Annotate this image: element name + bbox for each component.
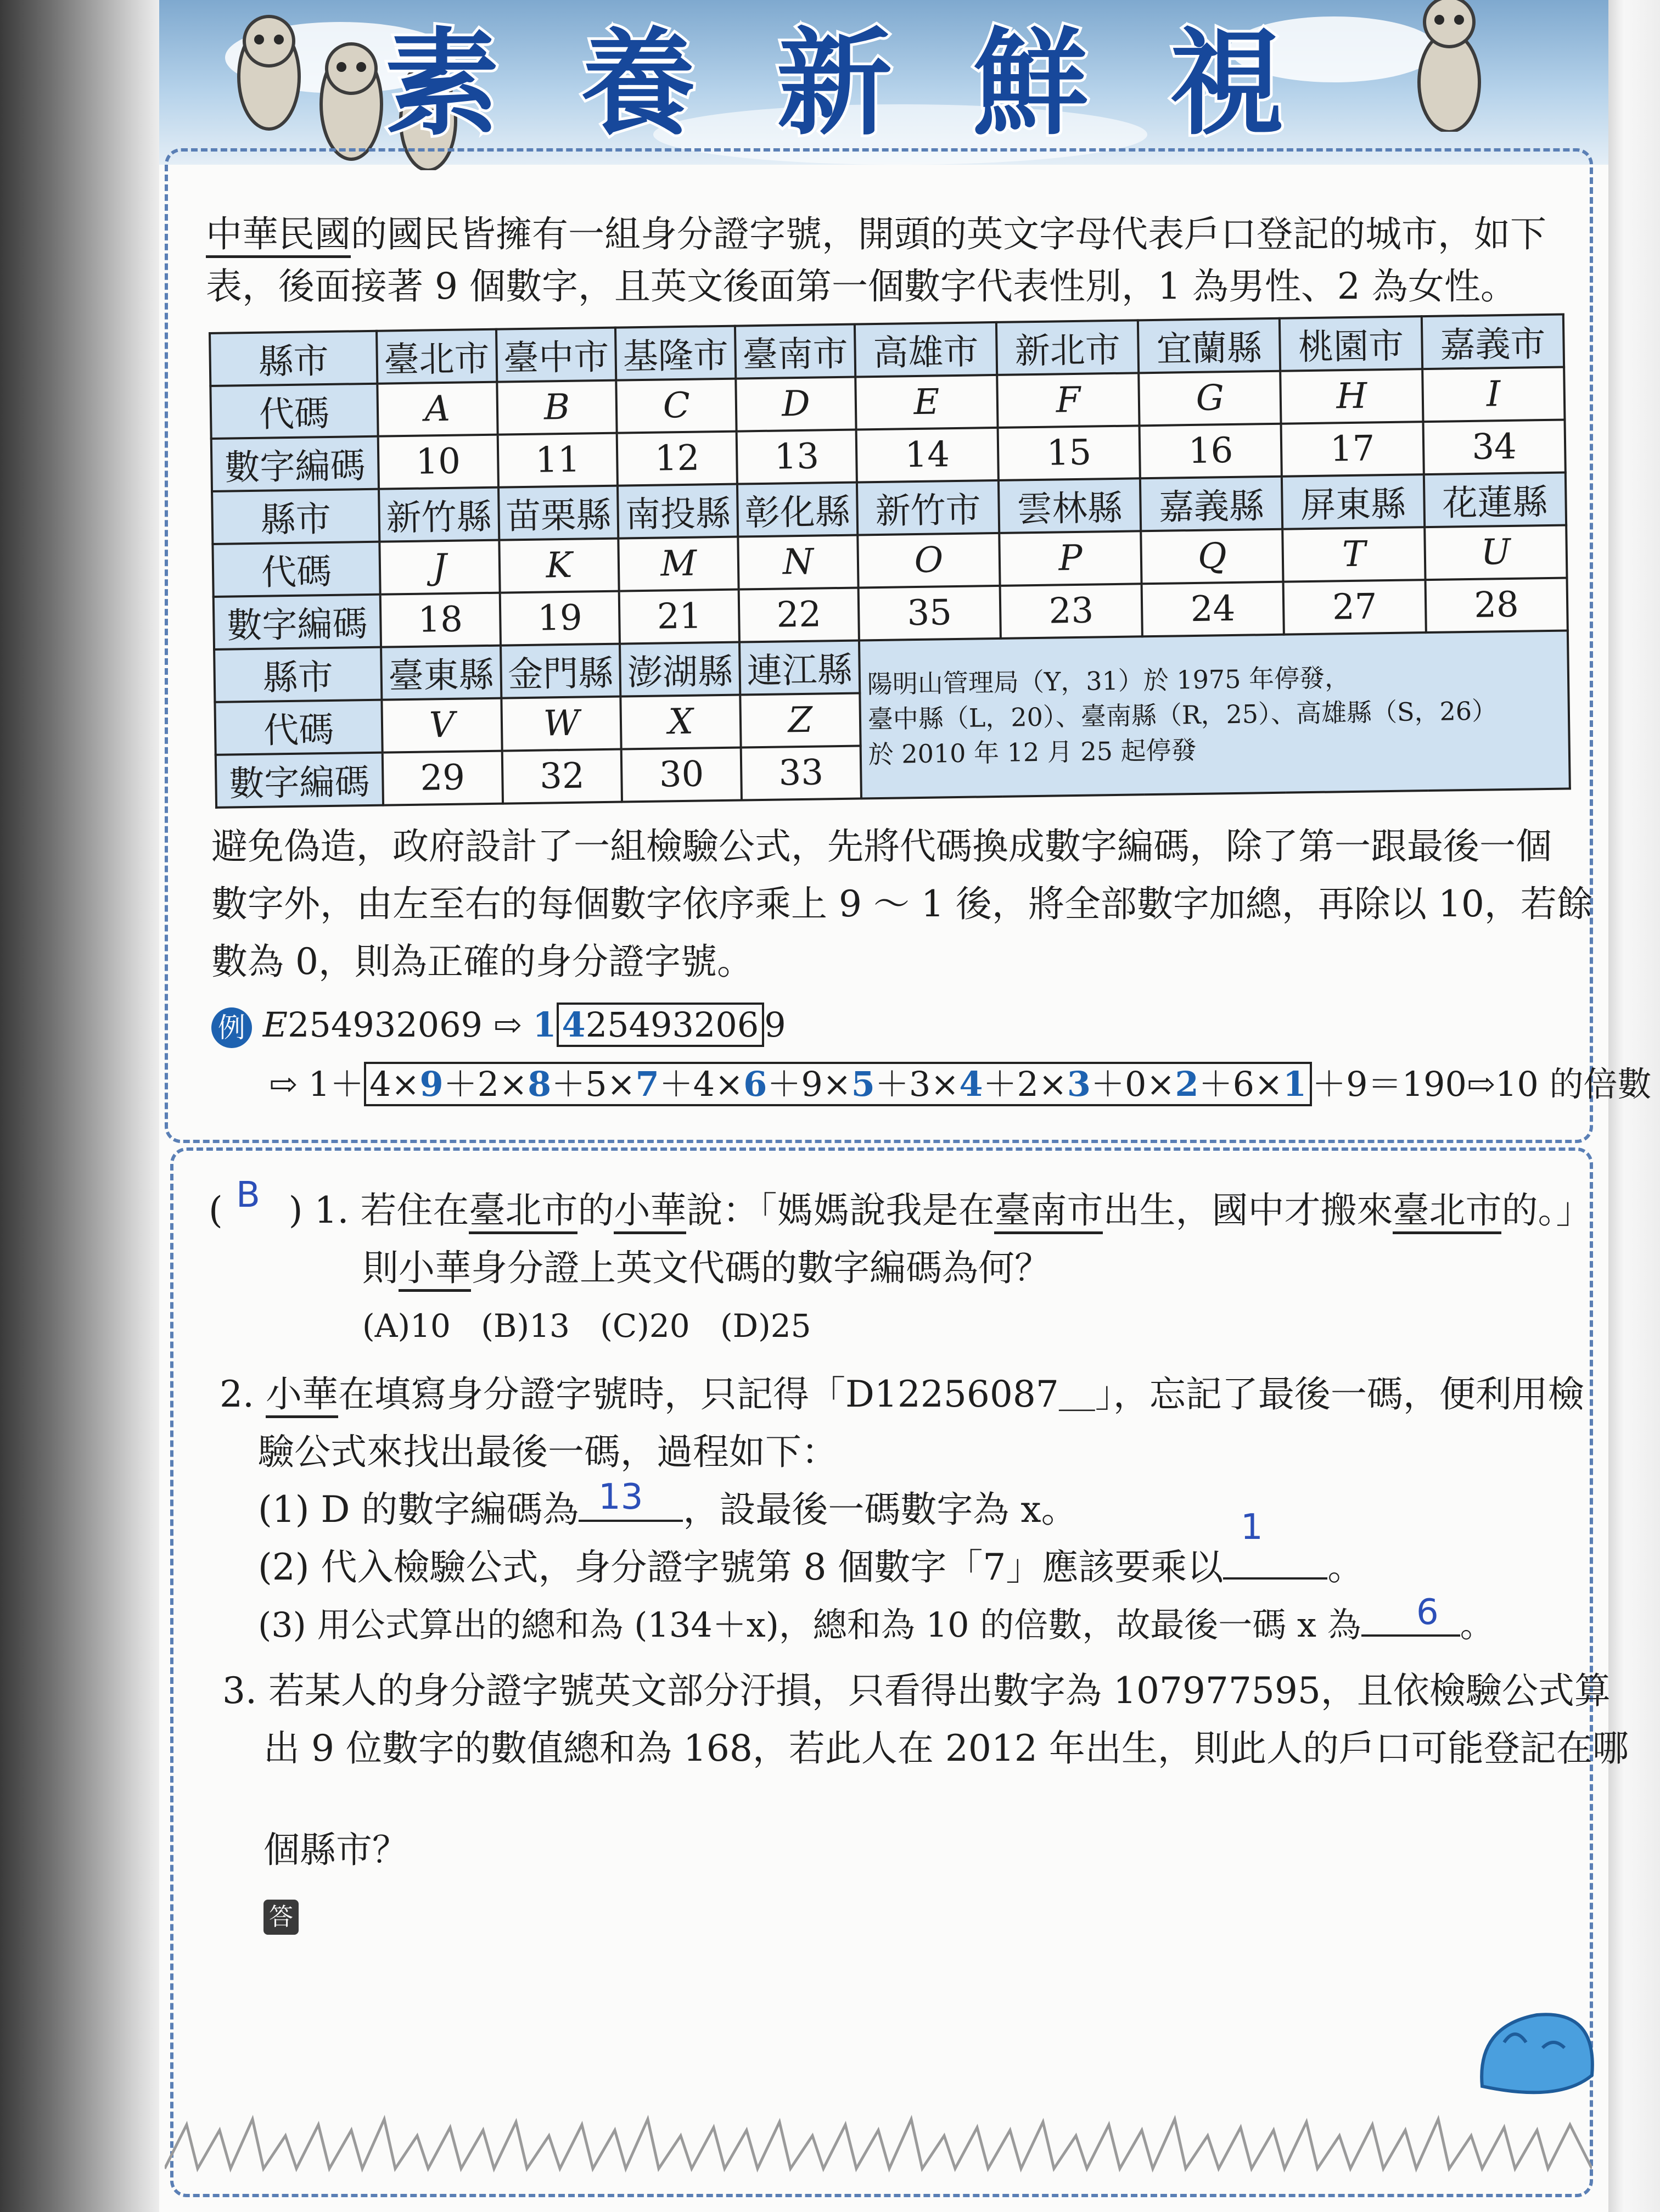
converted-last: 9 <box>764 1005 786 1045</box>
term-weight: 2 <box>1175 1064 1199 1104</box>
code-cell: D <box>736 377 856 432</box>
code-cell: X <box>621 695 741 749</box>
intro-text: 的國民皆擁有一組身分證字號，開頭的英文字母代表戶口登記的城市，如下 <box>351 213 1546 255</box>
number-cell: 28 <box>1425 578 1568 632</box>
code-cell: I <box>1422 367 1565 422</box>
times-sign: × <box>1146 1064 1175 1104</box>
term-weight: 5 <box>851 1064 875 1104</box>
number-cell: 10 <box>378 435 498 489</box>
number-cell: 21 <box>619 590 739 644</box>
plus-sign: ＋ <box>551 1064 586 1104</box>
option-c[interactable]: (C)20 <box>600 1307 690 1345</box>
underlined-term: 臺南市 <box>994 1189 1103 1234</box>
city-cell: 高雄市 <box>855 322 997 377</box>
boxed-tail: 6 <box>737 1005 759 1045</box>
plus-sign: ＋ <box>983 1064 1017 1104</box>
city-cell: 苗栗縣 <box>498 486 619 540</box>
code-cell: P <box>999 531 1142 586</box>
city-cell: 彰化縣 <box>737 483 857 537</box>
number-cell: 27 <box>1283 580 1426 635</box>
code-cell: U <box>1425 525 1567 580</box>
boxed-lead: 4 <box>562 1005 586 1045</box>
times-sign: × <box>499 1064 528 1104</box>
times-sign: × <box>822 1064 851 1104</box>
row-header: 縣市 <box>214 647 382 702</box>
q1-text: 說：「媽媽說我是在 <box>686 1189 995 1231</box>
sum-suffix: ＋9＝190⇨10 的倍數 <box>1312 1064 1652 1104</box>
q1-text: 身分證上英文代碼的數字編碼為何？ <box>471 1247 1051 1289</box>
city-cell: 金門縣 <box>501 644 621 698</box>
underlined-term: 小華 <box>399 1247 471 1292</box>
example-id-digits: 254932069 <box>287 1005 483 1045</box>
code-cell: B <box>497 380 617 435</box>
row-header: 代碼 <box>212 542 380 597</box>
city-cell: 澎湖縣 <box>620 642 740 697</box>
title-char: 素 <box>384 16 506 151</box>
plus-sign: ＋ <box>659 1064 693 1104</box>
q1-text: 出生，國中才搬來 <box>1103 1189 1393 1231</box>
times-sign: × <box>715 1064 744 1104</box>
question-number: 2. <box>220 1373 254 1415</box>
number-cell: 23 <box>1000 584 1143 639</box>
q3-line-2: 出 9 位數字的數值總和為 168，若此人在 2012 年出生，則此人的戶口可能登記在哪 <box>263 1727 1629 1769</box>
q3-line-1 <box>222 1664 1611 1718</box>
answer-paren: ( <box>209 1189 223 1231</box>
q2-text: 。 <box>1460 1605 1494 1645</box>
plus-sign: ＋ <box>767 1064 801 1104</box>
q2-line-1 <box>220 1367 1584 1422</box>
number-cell: 15 <box>998 425 1141 480</box>
q2-text: (2) 代入檢驗公式，身分證字號第 8 個數字「7」應該要乘以 <box>258 1546 1224 1588</box>
code-cell: O <box>857 533 1000 588</box>
example-line-2 <box>269 1057 1652 1106</box>
number-cell: 29 <box>383 751 503 805</box>
plus-sign: ＋ <box>874 1064 909 1104</box>
arrow-icon: ⇨ <box>493 1005 522 1045</box>
term-digit: 0 <box>1125 1064 1147 1104</box>
number-cell: 33 <box>741 746 861 800</box>
plus-sign: ＋ <box>443 1064 478 1104</box>
term-digit: 5 <box>585 1064 607 1104</box>
q2-step-2 <box>258 1540 1364 1595</box>
city-cell: 宜蘭縣 <box>1138 318 1281 373</box>
city-cell: 桃園市 <box>1280 316 1422 371</box>
term-weight: 3 <box>1067 1064 1091 1104</box>
note-line: 於 2010 年 12 月 25 起停發 <box>868 735 1197 770</box>
handwritten-answer: B <box>236 1175 260 1216</box>
q1-line-2 <box>362 1241 1051 1296</box>
city-cell: 臺中市 <box>496 328 616 382</box>
number-cell: 12 <box>617 432 737 486</box>
term-weight: 9 <box>419 1064 444 1104</box>
city-cell: 新竹縣 <box>379 488 499 542</box>
formula-line-1: 避免偽造，政府設計了一組檢驗公式，先將代碼換成數字編碼，除了第一跟最後一個 <box>211 825 1552 867</box>
term-weight: 7 <box>635 1064 659 1104</box>
number-cell: 24 <box>1142 582 1285 637</box>
plus-sign: ＋ <box>1091 1064 1125 1104</box>
city-cell: 屏東縣 <box>1282 474 1425 529</box>
underlined-term: 小華 <box>266 1373 338 1418</box>
handwritten-answer: 13 <box>598 1477 643 1517</box>
underlined-term: 臺北市 <box>1393 1189 1501 1234</box>
number-cell: 34 <box>1423 420 1566 475</box>
example-line-1 <box>211 1005 786 1048</box>
formula-line-3: 數為 0，則為正確的身分證字號。 <box>211 940 753 983</box>
city-cell: 嘉義縣 <box>1140 477 1283 531</box>
converted-first: 1 <box>532 1005 557 1045</box>
code-cell: G <box>1139 371 1281 426</box>
code-cell: C <box>616 379 737 433</box>
term-digit: 2 <box>477 1064 500 1104</box>
answer-paren: ) <box>288 1189 303 1231</box>
answer-badge-icon: 答 <box>263 1900 299 1935</box>
code-cell: T <box>1283 527 1426 582</box>
city-cell: 雲林縣 <box>999 478 1141 533</box>
code-cell: H <box>1281 369 1423 424</box>
term-digit: 2 <box>1017 1064 1039 1104</box>
q2-line-2: 驗公式來找出最後一碼，過程如下： <box>258 1431 838 1473</box>
term-digit: 9 <box>801 1064 823 1104</box>
q1-options <box>362 1298 811 1353</box>
sum-prefix: ⇨ 1＋ <box>269 1064 364 1104</box>
times-sign: × <box>607 1064 636 1104</box>
number-cell: 14 <box>856 428 999 483</box>
question-number: 1. <box>314 1189 349 1231</box>
grass-decoration <box>165 2075 1592 2174</box>
number-cell: 32 <box>502 749 622 804</box>
handwritten-answer: 1 <box>1241 1507 1263 1548</box>
code-cell: K <box>499 539 619 593</box>
term-digit: 4 <box>369 1064 391 1104</box>
number-cell: 22 <box>739 588 859 642</box>
boxed-rest: 2549320 <box>585 1005 737 1045</box>
times-sign: × <box>391 1064 420 1104</box>
q1-text: 的 <box>577 1189 614 1231</box>
city-cell: 臺南市 <box>735 324 855 379</box>
city-cell: 新竹市 <box>857 480 1000 535</box>
code-cell: J <box>379 540 500 595</box>
intro-line-2: 表，後面接著 9 個數字，且英文後面第一個數字代表性別，1 為男性、2 為女性。 <box>206 265 1517 307</box>
meerkat-mascot-icon <box>1394 0 1504 132</box>
formula-line-2: 數字外，由左至右的每個數字依序乘上 9 ～ 1 後，將全部數字加總，再除以 10，若餘 <box>211 883 1593 925</box>
code-cell: E <box>855 375 998 430</box>
times-sign: × <box>1254 1064 1283 1104</box>
book-gutter-shadow <box>0 0 165 2212</box>
city-cell: 新北市 <box>996 320 1139 375</box>
weighted-terms <box>364 1062 1312 1106</box>
term-digit: 4 <box>693 1064 715 1104</box>
q2-text: 。 <box>1327 1546 1364 1588</box>
q1-line-1 <box>209 1183 1592 1238</box>
answer-blank[interactable] <box>1223 1544 1327 1580</box>
row-header: 代碼 <box>210 384 378 439</box>
underlined-term: 中華民國 <box>206 213 351 258</box>
number-cell: 16 <box>1140 424 1282 479</box>
q2-step-1 <box>258 1482 1078 1537</box>
term-weight: 4 <box>959 1064 983 1104</box>
code-cell: W <box>501 697 621 751</box>
option-a[interactable]: (A)10 <box>362 1307 451 1345</box>
term-digit: 6 <box>1232 1064 1255 1104</box>
underlined-term: 臺北市 <box>469 1189 577 1234</box>
converted-boxed-digits <box>557 1003 765 1047</box>
example-id-letter: E <box>262 1005 288 1045</box>
row-header: 縣市 <box>210 331 377 386</box>
q3-line-3: 個縣市？ <box>263 1829 408 1871</box>
term-weight: 1 <box>1283 1064 1307 1104</box>
term-digit: 3 <box>908 1064 931 1104</box>
q2-text: ，設最後一碼數字為 x。 <box>683 1488 1078 1531</box>
city-cell: 基隆市 <box>615 326 736 380</box>
q1-text: 的。」 <box>1501 1189 1592 1231</box>
q2-text: 在填寫身分證字號時，只記得「D12256087＿」，忘記了最後一碼，便利用檢 <box>338 1373 1584 1415</box>
number-cell: 18 <box>380 593 501 647</box>
number-cell: 13 <box>737 430 857 484</box>
underlined-term: 小華 <box>614 1189 686 1234</box>
number-cell: 17 <box>1281 422 1424 477</box>
term-weight: 8 <box>528 1064 552 1104</box>
page-title <box>384 5 1290 151</box>
number-cell: 19 <box>500 591 620 646</box>
q2-text: (3) 用公式算出的總和為 (134＋x)，總和為 10 的倍數，故最後一碼 x 為 <box>258 1605 1361 1645</box>
city-cell: 嘉義市 <box>1422 315 1564 369</box>
times-sign: × <box>1038 1064 1067 1104</box>
row-header: 數字編碼 <box>214 595 381 649</box>
city-cell: 花蓮縣 <box>1424 473 1567 528</box>
plus-sign: ＋ <box>1198 1064 1233 1104</box>
q1-text: 若住在 <box>360 1189 469 1231</box>
city-cell: 南投縣 <box>618 484 738 539</box>
term-weight: 6 <box>743 1064 767 1104</box>
option-b[interactable]: (B)13 <box>481 1307 570 1345</box>
code-cell: F <box>997 373 1140 428</box>
code-cell: N <box>738 535 858 590</box>
city-cell: 臺北市 <box>377 329 497 384</box>
q2-text: (1) D 的數字編碼為 <box>258 1488 579 1531</box>
title-char: 養 <box>580 16 702 151</box>
note-line: 臺中縣（L，20）、臺南縣（R，25）、高雄縣（S，26） <box>867 696 1498 735</box>
title-char: 新 <box>776 16 898 151</box>
row-header: 縣市 <box>212 489 379 544</box>
number-cell: 30 <box>621 748 742 802</box>
title-char: 視 <box>1169 16 1290 151</box>
q1-text: 則 <box>362 1247 399 1289</box>
option-d[interactable]: (D)25 <box>720 1307 811 1345</box>
question-number: 3. <box>222 1670 257 1712</box>
code-cell: A <box>377 382 497 436</box>
city-cell: 連江縣 <box>739 641 860 695</box>
answer-blank[interactable] <box>1361 1601 1460 1637</box>
note-line: 陽明山管理局（Y，31）於 1975 年停發， <box>867 663 1350 699</box>
discontinued-codes-note <box>859 630 1570 798</box>
number-cell: 11 <box>497 433 618 488</box>
number-cell: 35 <box>858 586 1001 641</box>
times-sign: × <box>930 1064 960 1104</box>
code-cell: M <box>619 537 739 591</box>
q3-text: 若某人的身分證字號英文部分汙損，只看得出數字為 107977595，且依檢驗公式算 <box>268 1670 1611 1712</box>
city-cell: 臺東縣 <box>381 646 501 700</box>
q2-step-3 <box>258 1598 1494 1653</box>
example-badge-icon: 例 <box>211 1007 252 1048</box>
title-char: 鮮 <box>973 16 1094 151</box>
intro-line-1 <box>206 206 1546 263</box>
code-cell: V <box>382 698 502 753</box>
handwritten-answer: 6 <box>1416 1592 1439 1633</box>
row-header: 代碼 <box>215 700 382 755</box>
row-header: 數字編碼 <box>216 753 383 808</box>
code-cell: Q <box>1141 529 1284 584</box>
code-cell: Z <box>740 693 860 748</box>
city-code-table <box>209 313 1571 809</box>
next-page-edge <box>1608 0 1660 2212</box>
row-header: 數字編碼 <box>211 436 379 491</box>
